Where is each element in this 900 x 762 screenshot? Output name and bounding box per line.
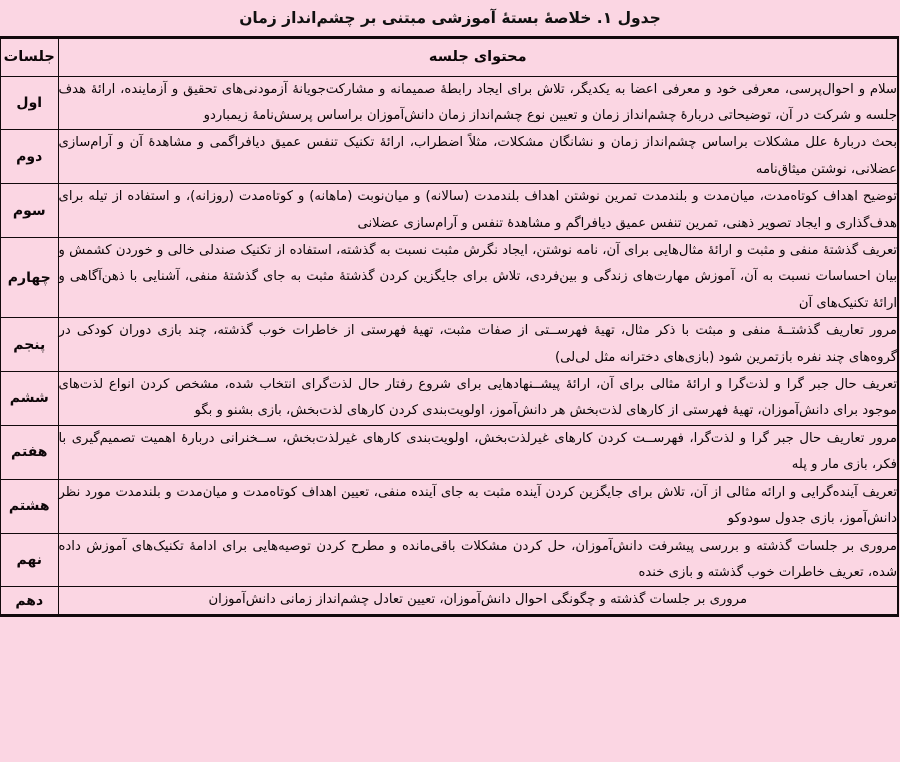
cell-session-label: پنجم xyxy=(0,318,58,372)
cell-session-content: تعریف حال جبر گرا و لذت‌گرا و ارائۀ مثالی برای آن، ارائۀ پیشــنهادهایی برای شروع رفتار حال لذت‌گرای انتخاب شده، مشخص کردن انواع لذت‌های موجود برای دانش‌آموزان، تهیۀ فهرستی از کارهای لذت‌بخش هر دانش‌آموز، اولویت‌بندی کردن کارهای لذت‌بخش، بازی بشنو و بگو xyxy=(58,372,898,426)
column-header-session: جلسات xyxy=(0,37,58,76)
cell-session-label: هشتم xyxy=(0,479,58,533)
cell-session-content: تعریف گذشتۀ منفی و مثبت و ارائۀ مثال‌هایی برای آن، نامه نوشتن، ایجاد نگرش مثبت نسبت به گذشته، استفاده از تکنیک صندلی خالی و خوردن کشمش و بیان احساسات نسبت به آن، آموزش مهارت‌های زندگی و بین‌فردی، تلاش برای جایگزین کردن گذشتۀ مثبت به جای گذشتۀ منفی، آشنایی با ذهن‌آگاهی و ارائۀ تکنیک‌های آن xyxy=(58,238,898,318)
cell-session-content: توضیح اهداف کوتاه‌مدت، میان‌مدت و بلندمدت تمرین نوشتن اهداف بلندمدت (سالانه) و میان‌نوبت (ماهانه) و کوتاه‌مدت (روزانه)، و استفاده از تیله برای هدف‌گذاری و ایجاد تصویر ذهنی، تمرین تنفس عمیق دیافراگم و مشاهدۀ تنفس و آرام‌سازی عضلانی xyxy=(58,184,898,238)
cell-session-content: سلام و احوال‌پرسی، معرفی خود و معرفی اعضا به یکدیگر، تلاش برای ایجاد رابطۀ صمیمانه و مشارکت‌جویانۀ آزمودنی‌های تحقیق و آزماینده، ارائۀ هدف جلسه و شرکت در آن، توضیحاتی دربارۀ چشم‌انداز زمان و تعیین نوع چشم‌انداز زمان دانش‌آموزان براساس پرسش‌نامۀ زیمباردو xyxy=(58,76,898,130)
table-row xyxy=(0,425,898,479)
cell-session-content: مرور تعاریف گذشتــۀ منفی و مبثت با ذکر مثال، تهیۀ فهرســتی از صفات مثبت، تهیۀ فهرستی از خاطرات خوب گذشته، چند بازی دوران کودکی در گروه‌های چند نفره بازتمرین شود (بازی‌های دخترانه مثل لی‌لی) xyxy=(58,318,898,372)
table-row xyxy=(0,318,898,372)
column-header-content: محتوای جلسه xyxy=(58,37,898,76)
cell-session-label: دوم xyxy=(0,130,58,184)
cell-session-label: دهم xyxy=(0,587,58,615)
cell-session-content: مروری بر جلسات گذشته و چگونگی احوال دانش‌آموزان، تعیین تعادل چشم‌انداز زمانی دانش‌آموزان xyxy=(58,587,898,615)
table-header xyxy=(0,37,898,76)
cell-session-content: بحث دربارۀ علل مشکلات براساس چشم‌انداز زمان و نشانگان مشکلات، مثلاً اضطراب، ارائۀ تکنیک تنفس عمیق دیافراگمی و مشاهدۀ آن و آرام‌سازی عضلانی، نوشتن میثاق‌نامه xyxy=(58,130,898,184)
table-body xyxy=(0,76,898,615)
cell-session-label: هفتم xyxy=(0,425,58,479)
table-row xyxy=(0,372,898,426)
table-row xyxy=(0,184,898,238)
table-row xyxy=(0,238,898,318)
table-row xyxy=(0,130,898,184)
session-summary-table xyxy=(0,36,899,617)
cell-session-label: چهارم xyxy=(0,238,58,318)
cell-session-content: تعریف آینده‌گرایی و ارائه مثالی از آن، تلاش برای جایگزین کردن آینده مثبت به جای آینده منفی، تعیین اهداف کوتاه‌مدت و میان‌مدت و بلندمدت مورد نظر دانش‌آموز، بازی جدول سودوکو xyxy=(58,479,898,533)
cell-session-content: مروری بر جلسات گذشته و بررسی پیشرفت دانش‌آموزان، حل کردن مشکلات باقی‌مانده و مطرح کردن توصیه‌هایی برای ادامۀ تکنیک‌های آموزش داده شده، تعریف خاطرات خوب گذشته و بازی خنده xyxy=(58,533,898,587)
table-row xyxy=(0,533,898,587)
cell-session-label: نهم xyxy=(0,533,58,587)
table-row xyxy=(0,587,898,615)
table-header-row xyxy=(0,37,898,76)
table-row xyxy=(0,76,898,130)
page-title: جدول ۱. خلاصۀ بستۀ آموزشی مبتنی بر چشم‌انداز زمان xyxy=(239,9,661,27)
cell-session-content: مرور تعاریف حال جبر گرا و لذت‌گرا، فهرســت کردن کارهای غیرلذت‌بخش، اولویت‌بندی کارهای غیرلذت‌بخش، ســخنرانی دربارۀ اهمیت تصمیم‌گیری با فکر، بازی مار و پله xyxy=(58,425,898,479)
table-row xyxy=(0,479,898,533)
cell-session-label: سوم xyxy=(0,184,58,238)
cell-session-label: ششم xyxy=(0,372,58,426)
cell-session-label: اول xyxy=(0,76,58,130)
